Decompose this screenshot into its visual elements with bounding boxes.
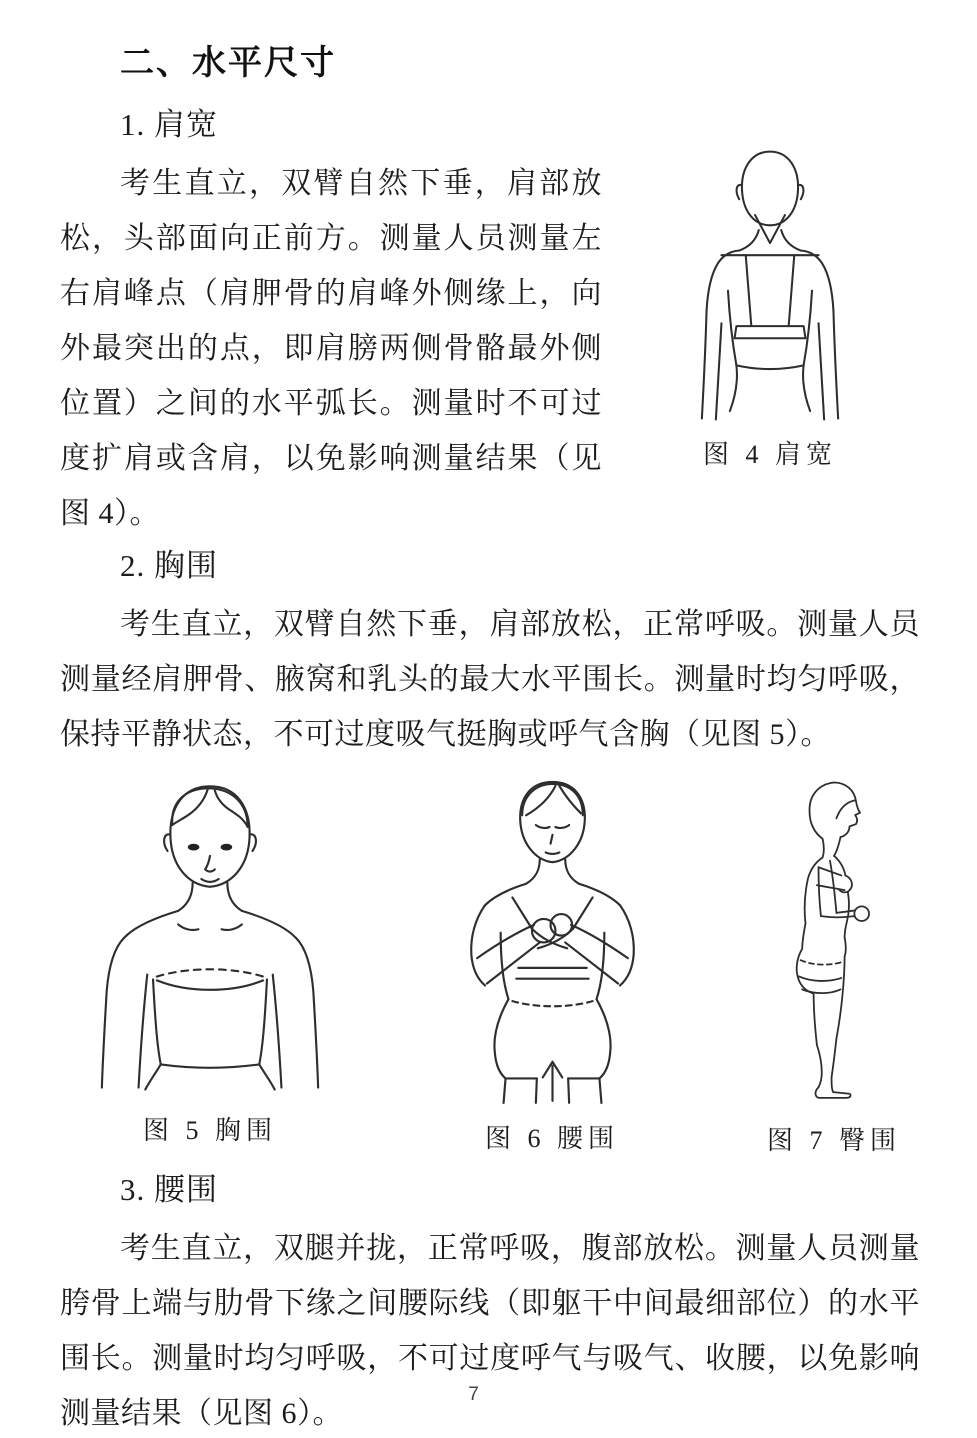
figure-5-caption: 图 5 胸围 xyxy=(142,1116,277,1145)
page-number: 7 xyxy=(468,1384,479,1405)
figure-7-block xyxy=(754,776,914,1157)
figures-row xyxy=(70,776,914,1157)
figure-4-back-view-illustration xyxy=(672,146,868,426)
section-2-title: 2. 胸围 xyxy=(120,548,218,583)
figure-5-block xyxy=(70,776,350,1147)
figure-6-caption: 图 6 腰围 xyxy=(484,1124,619,1153)
section-3-body: 考生直立，双腿并拢，正常呼吸，腹部放松。测量人员测量胯骨上端与肋骨下缘之间腰际线（即躯干中间最细部位）的水平围长。测量时均匀呼吸，不可过度呼气与吸气、收腰，以免影响测量结果（见图 6）。 xyxy=(60,1232,920,1430)
page-title: 二、水平尺寸 xyxy=(120,44,336,82)
section-1-body: 考生直立，双臂自然下垂，肩部放松，头部面向正前方。测量人员测量左右肩峰点（肩胛骨的肩峰外侧缘上，向外最突出的点，即肩膀两侧骨骼最外侧位置）之间的水平弧长。测量时不可过度扩肩或含肩，以免影响测量结果（见图 4）。 xyxy=(60,167,602,530)
section-2-body: 考生直立，双臂自然下垂，肩部放松，正常呼吸。测量人员测量经肩胛骨、腋窝和乳头的最大水平围长。测量时均匀呼吸，保持平静状态，不可过度吸气挺胸或呼气含胸（见图 5）。 xyxy=(60,608,920,751)
section-3-title: 3. 腰围 xyxy=(120,1172,218,1207)
figure-5-chest-illustration xyxy=(70,776,350,1096)
section-shoulder-width xyxy=(60,104,920,541)
figure-4-block xyxy=(620,146,920,471)
figure-7-caption: 图 7 臀围 xyxy=(766,1126,901,1155)
figure-4-caption: 图 4 肩宽 xyxy=(702,440,837,469)
figure-6-waist-illustration xyxy=(440,776,665,1104)
section-1-title: 1. 肩宽 xyxy=(120,107,218,142)
figure-6-block xyxy=(440,776,665,1155)
figure-7-hip-side-illustration xyxy=(754,776,914,1106)
